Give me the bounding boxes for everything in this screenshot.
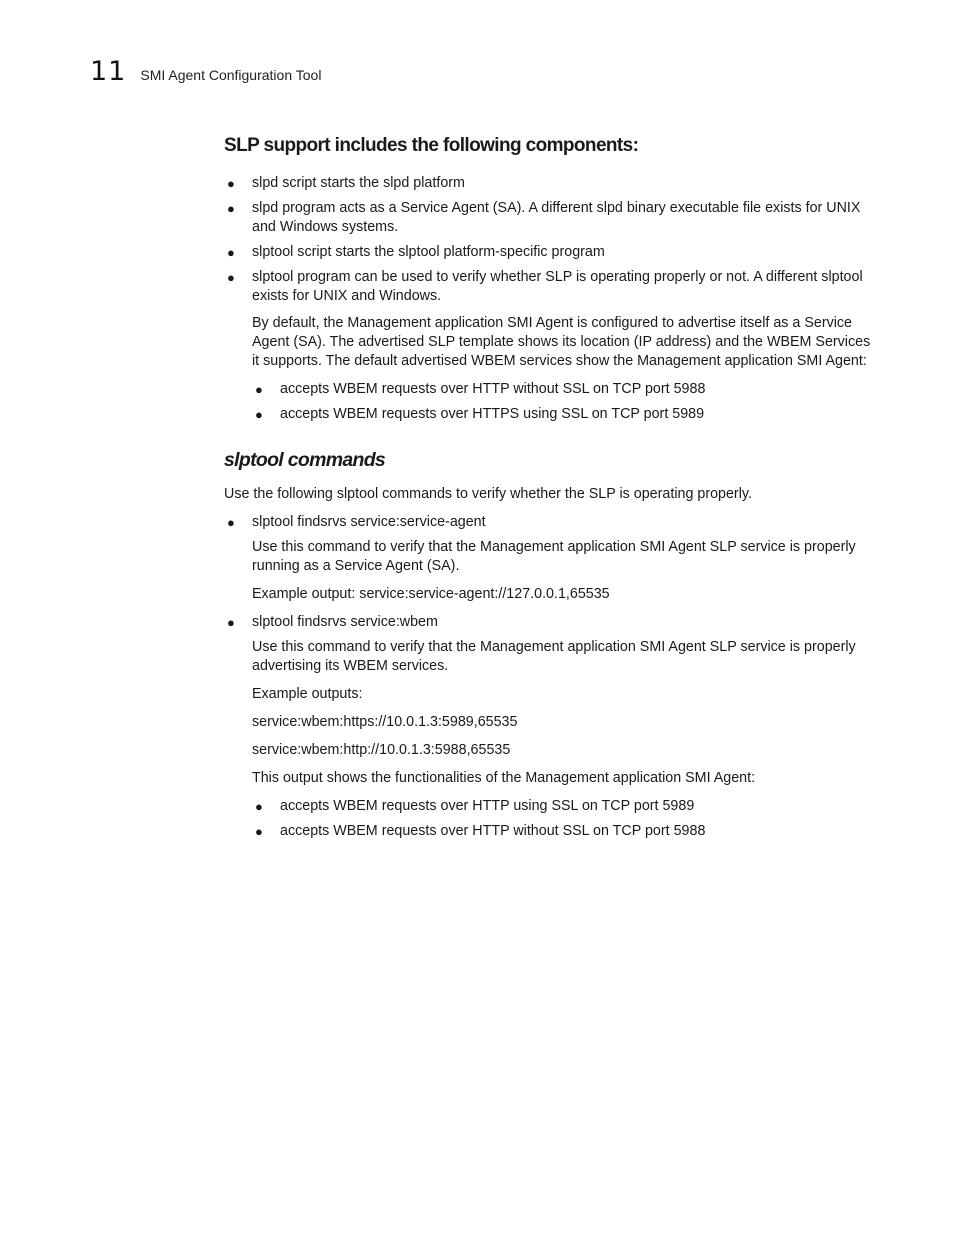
list-item: [224, 268, 874, 306]
default-services-list: [252, 380, 874, 424]
bullet-icon: ●: [227, 176, 235, 191]
example-output: Example output: service:service-agent://127.0.0.1,65535: [252, 586, 610, 602]
command-label: slptool findsrvs service:service-agent: [252, 514, 486, 530]
section-heading-slptool-commands: slptool commands: [224, 449, 386, 471]
slptool-commands-list: [224, 513, 874, 532]
list-item: [224, 243, 874, 262]
list-item: [252, 380, 874, 399]
section-heading-slp-support: SLP support includes the following components:: [224, 135, 639, 156]
list-item-text: slpd program acts as a Service Agent (SA). A different slpd binary executable file exists for UNIX and Windows systems.: [252, 200, 861, 235]
bullet-icon: ●: [227, 201, 235, 216]
running-header-title: SMI Agent Configuration Tool: [140, 67, 322, 83]
functionality-intro: This output shows the functionalities of the Management application SMI Agent:: [252, 770, 756, 786]
example-output: service:wbem:http://10.0.1.3:5988,65535: [252, 742, 511, 758]
command-description: Use this command to verify that the Management application SMI Agent SLP service is properly advertising its WBEM services.: [252, 639, 856, 674]
list-item: [224, 174, 874, 193]
page-content: [224, 134, 874, 847]
example-output: service:wbem:https://10.0.1.3:5989,65535: [252, 714, 518, 730]
list-item: [224, 613, 874, 632]
list-item: [252, 822, 874, 841]
bullet-icon: ●: [255, 382, 263, 397]
example-outputs-heading: Example outputs:: [252, 686, 363, 702]
list-item: [252, 405, 874, 424]
page-header: [90, 56, 321, 87]
bullet-icon: ●: [227, 245, 235, 260]
list-item-text: accepts WBEM requests over HTTPS using SSL on TCP port 5989: [280, 406, 705, 422]
default-config-paragraph: By default, the Management application SMI Agent is configured to advertise itself as a Service Agent (SA). The advertised SLP template shows its location (IP address) and the WBEM Services it supports. The default advertised WBEM services show the Management application SMI Agent:: [252, 315, 871, 369]
list-item: [224, 199, 874, 237]
command-label: slptool findsrvs service:wbem: [252, 614, 438, 630]
list-item-text: accepts WBEM requests over HTTP using SSL on TCP port 5989: [280, 798, 695, 814]
chapter-number: 11: [90, 56, 127, 87]
bullet-icon: ●: [227, 270, 235, 285]
list-item-text: accepts WBEM requests over HTTP without SSL on TCP port 5988: [280, 823, 706, 839]
list-item: [252, 797, 874, 816]
bullet-icon: ●: [227, 515, 235, 530]
list-item-text: slptool program can be used to verify whether SLP is operating properly or not. A different slptool exists for UNIX and Windows.: [252, 269, 863, 304]
bullet-icon: ●: [255, 799, 263, 814]
command-description: Use this command to verify that the Management application SMI Agent SLP service is properly running as a Service Agent (SA).: [252, 539, 856, 574]
slptool-intro-paragraph: Use the following slptool commands to verify whether the SLP is operating properly.: [224, 486, 752, 502]
list-item-text: slptool script starts the slptool platform-specific program: [252, 244, 605, 260]
slptool-commands-list: [224, 613, 874, 632]
list-item-text: slpd script starts the slpd platform: [252, 175, 465, 191]
list-item-text: accepts WBEM requests over HTTP without SSL on TCP port 5988: [280, 381, 706, 397]
slp-components-list: [224, 174, 874, 306]
functionality-list: [252, 797, 874, 841]
bullet-icon: ●: [227, 615, 235, 630]
bullet-icon: ●: [255, 407, 263, 422]
list-item: [224, 513, 874, 532]
bullet-icon: ●: [255, 824, 263, 839]
